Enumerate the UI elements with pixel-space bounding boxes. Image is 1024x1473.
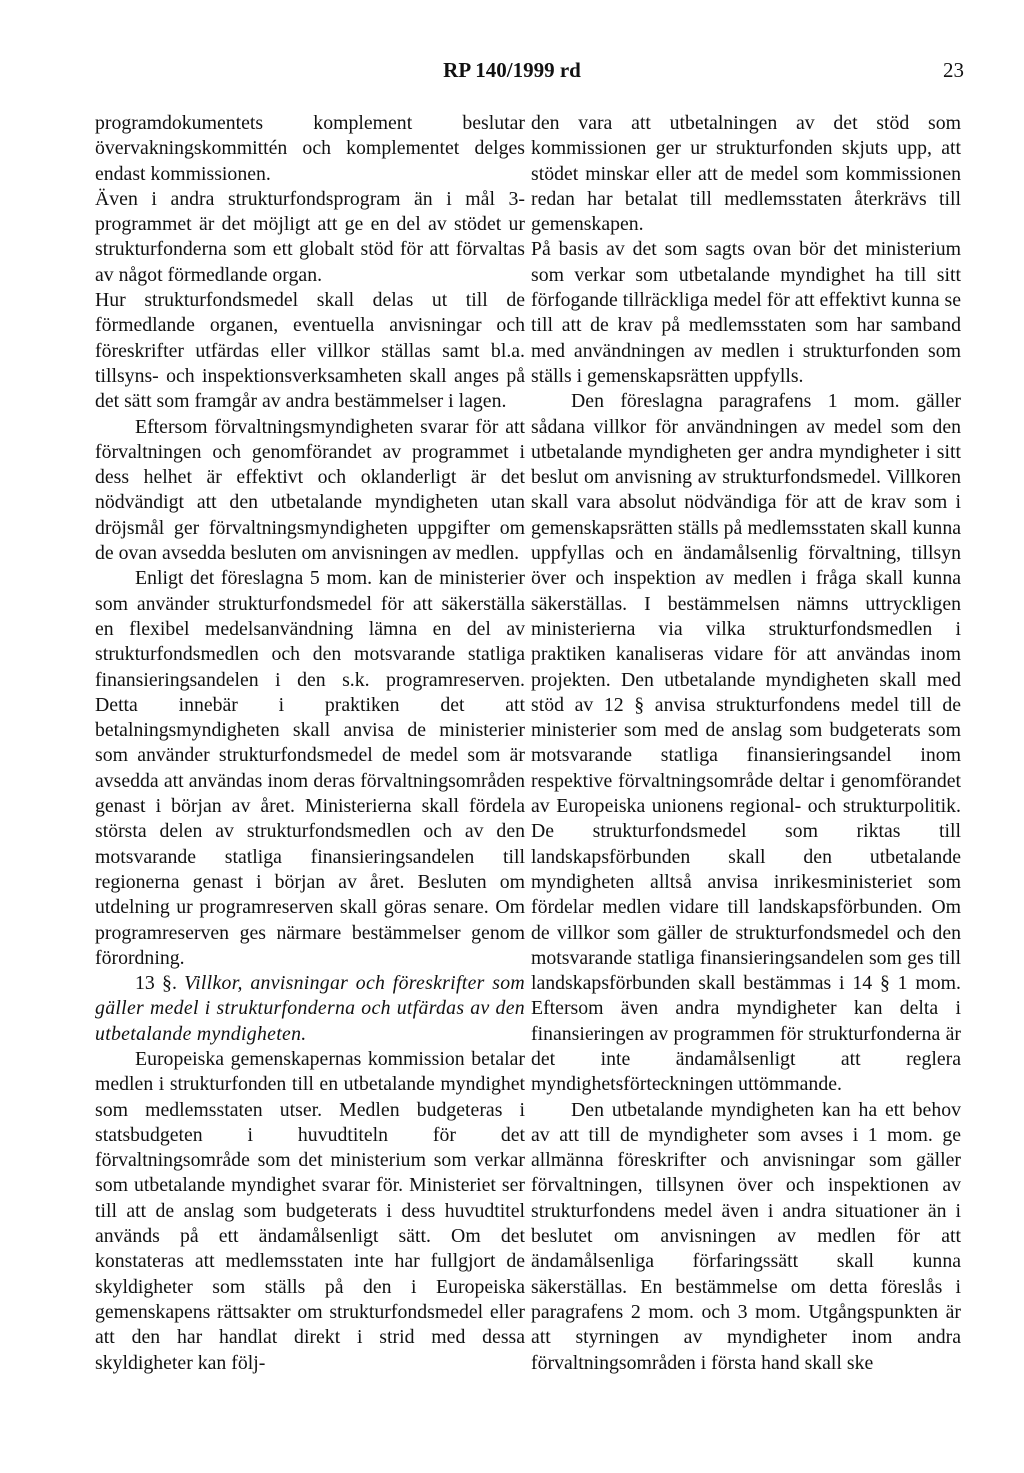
paragraph: Den föreslagna paragrafens 1 mom. gäller sådana villkor för användningen av medel som den utbetalande myndigheten ger andra myndigheter i sitt beslut om anvisning av strukturfondsmedel. Villkoren skall vara absolut nödvändiga för att de krav som i gemenskapsrätten ställs på medlemsstaten skall kunna uppfyllas och en ändamålsenlig förvaltning, tillsyn över och inspektion av medlen i fråga skall kunna säkerställas. I bestämmelsen nämns uttryckligen ministerierna via vilka strukturfondsmedlen i praktiken kanaliseras vidare för att användas inom projekten. Den utbetalande myndigheten skall med stöd av 12 § anvisa strukturfondens medel till de ministerier som med de anslag som budgeterats som motsvarande statliga finansieringsandel inom respektive förvaltningsområde deltar i genomförandet av Europeiska unionens regional- och strukturpolitik. De strukturfondsmedel som riktas till landskapsförbunden skall den utbetalande myndigheten alltså anvisa inrikesministeriet som fördelar medlen vidare till landskapsförbunden. Om de villkor som gäller de strukturfondsmedel och den motsvarande statliga finansieringsandelen som ges till landskapsförbunden skall bestämmas i 14 § 1 mom. Eftersom även andra myndigheter kan delta i finansieringen av programmen för strukturfonderna är det inte ändamålsenligt att reglera myndighetsförteckningen uttömmande. [531, 390, 961, 1096]
right-column [531, 111, 961, 1376]
left-column [95, 111, 525, 1376]
paragraph: Europeiska gemenskapernas kommission betalar medlen i strukturfonden till en utbetalande myndighet som medlemsstaten utser. Medlen budgeteras i statsbudgeten i huvudtiteln för det förvaltningsområde som det ministerium som verkar som utbetalande myndighet svarar för. Ministeriet ser till att de anslag som budgeterats i dess huvudtitel används på ett ändamålsenligt sätt. Om det konstateras att medlemsstaten inte har fullgjort de skyldigheter som ställs på den i Europeiska gemenskapens rättsakter om strukturfondsmedel eller att den har handlat direkt i strid med dessa skyldigheter kan följ- [95, 1047, 525, 1374]
section-number: 13 §. [135, 972, 177, 995]
paragraph: Hur strukturfondsmedel skall delas ut till de förmedlande organen, eventuella anvisningar och föreskrifter utfärdas eller villkor ställas samt bl.a. tillsyns- och inspektionsverksamheten skall anges på det sätt som framgår av andra bestämmelser i lagen. [95, 289, 525, 413]
right-column-paragraphs [531, 111, 961, 1376]
document-reference: RP 140/1999 rd [443, 58, 581, 82]
page-header [0, 58, 1024, 88]
section-title: Villkor, anvisningar och föreskrifter som gäller medel i strukturfonderna och utfärdas av den utbetalande myndigheten. [95, 972, 525, 1045]
section-heading [95, 971, 525, 1047]
left-column-paragraphs [95, 111, 525, 971]
paragraph: Eftersom förvaltningsmyndigheten svarar för att förvaltningen och genomförandet av programmet i dess helhet är effektivt och oklanderligt är det nödvändigt att den utbetalande myndigheten utan dröjsmål ger förvaltningsmyndigheten uppgifter om de ovan avsedda besluten om anvisningen av medlen. [95, 415, 525, 565]
paragraph: den vara att utbetalningen av det stöd som kommissionen ger ur strukturfonden skjuts upp, att stödet minskar eller att de medel som kommissionen redan har betalat till medlemsstaten återkrävs till gemenskapen. [531, 112, 961, 236]
paragraph: På basis av det som sagts ovan bör det ministerium som verkar som utbetalande myndighet ha till sitt förfogande tillräckliga medel för att effektivt kunna se till att de krav på medlemsstaten som har samband med användningen av medlen i strukturfonden som ställs i gemenskapsrätten uppfylls. [531, 238, 961, 387]
paragraph: Den utbetalande myndigheten kan ha ett behov av att till de myndigheter som avses i 1 mom. ge allmänna föreskrifter och anvisningar som gäller förvaltningen, tillsynen över och inspektionen av strukturfondens medel även i andra situationer än i beslutet om anvisningen av medlen för att ändamålsenliga förfaringssätt skall kunna säkerställas. En bestämmelse om detta föreslås i paragrafens 2 mom. och 3 mom. Utgångspunkten är att styrningen av myndigheter inom andra förvaltningsområden i första hand skall ske [531, 1098, 961, 1374]
page-number: 23 [943, 58, 964, 82]
paragraph: Även i andra strukturfondsprogram än i mål 3-programmet är det möjligt att ge en del av stödet ur strukturfonderna som ett globalt stöd för att förvaltas av något förmedlande organ. [95, 187, 525, 286]
left-column-paragraphs-after [95, 1047, 525, 1376]
paragraph: programdokumentets komplement beslutar övervakningskommittén och komplementet delges endast kommissionen. [95, 112, 525, 185]
paragraph: Enligt det föreslagna 5 mom. kan de ministerier som använder strukturfondsmedel för att säkerställa en flexibel medelsanvändning lämna en del av strukturfondsmedlen och den motsvarande statliga finansieringsandelen i den s.k. programreserven. Detta innebär i praktiken det att betalningsmyndigheten skall anvisa de ministerier som använder strukturfondsmedel de medel som är avsedda att användas inom deras förvaltningsområden genast i början av året. Ministerierna skall fördela största delen av strukturfondsmedlen och av den motsvarande statliga finansieringsandelen till regionerna genast i början av året. Besluten om utdelning ur programreserven skall göras senare. Om programreserven ges närmare bestämmelser genom förordning. [95, 567, 525, 969]
